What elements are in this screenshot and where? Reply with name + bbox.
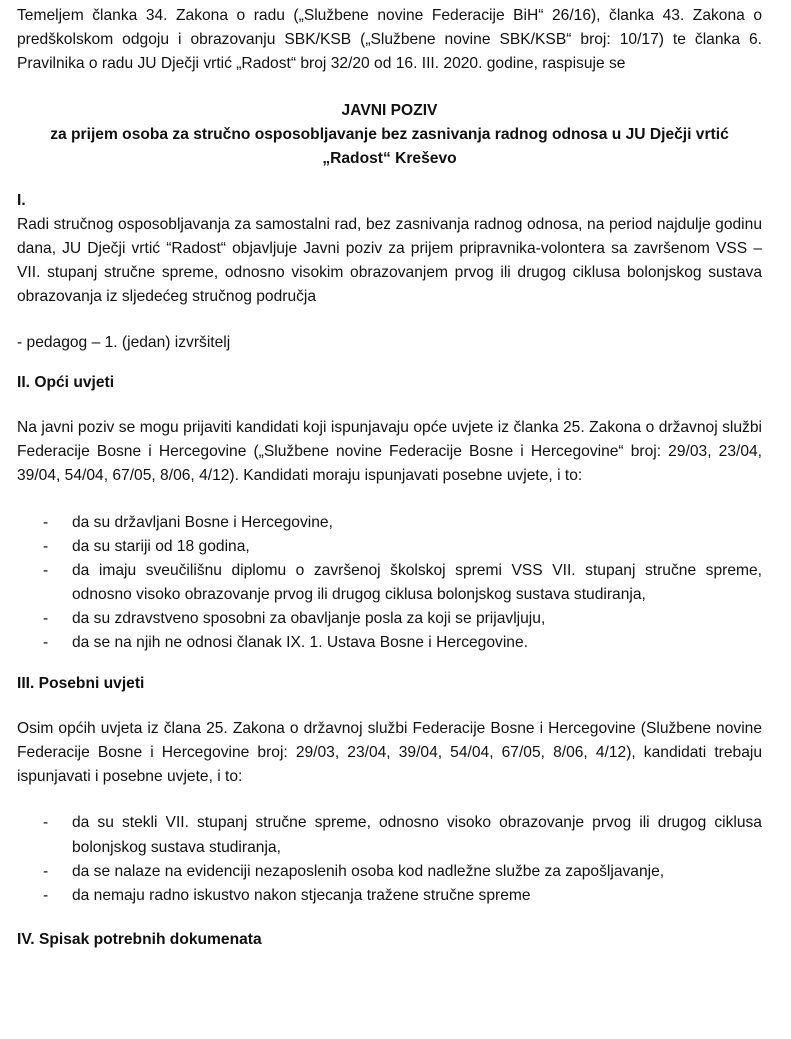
list-item: - da su stariji od 18 godina, <box>17 535 762 559</box>
dash-marker: - <box>43 609 49 627</box>
intro-paragraph: Temeljem članka 34. Zakona o radu („Službene novine Federacije BiH“ 26/16), članka 43. Zakona o predškolskom odgoju i obrazovanju SBK/KSB („Službene novine SBK/KSB“ broj: 10/17) te članka 6. Pravilnika o radu JU Dječji vrtić „Radost“ broj 32/20 od 16. III. 2020. godine, raspisuje se <box>17 7 762 73</box>
title-subtitle: za prijem osoba za stručno osposobljavanje bez zasnivanja radnog odnosa u JU Dječji vrtić <box>50 126 729 144</box>
list-item: - da su zdravstveno sposobni za obavljanje posla za koji se prijavljuju, <box>17 607 762 631</box>
list-item: - da se na njih ne odnosi članak IX. 1. Ustava Bosne i Hercegovine. <box>17 631 762 655</box>
section-1-body: Radi stručnog osposobljavanja za samostalni rad, bez zasnivanja radnog odnosa, na period najdulje godinu dana, JU Dječji vrtić “Radost“ objavljuje Javni poziv za prijem pripravnika-volontera sa završenom VSS – VII. stupanj stručne spreme, odnosno visokim obrazovanjem prvog ili drugog ciklusa bolonjskog sustava obrazovanja iz sljedećeg stručnog područja <box>17 215 762 305</box>
title-institution: „Radost“ Kreševo <box>322 150 457 168</box>
dash-marker: - <box>43 537 49 555</box>
section-1-position: - pedagog – 1. (jedan) izvršitelj <box>17 334 231 352</box>
list-item: - da imaju sveučilišnu diplomu o završenoj školskoj spremi VSS VII. stupanj stručne spreme, odnosno visoko obrazovanje prvog ili drugog ciklusa bolonjskog sustava studiranja, <box>17 559 762 607</box>
dash-marker: - <box>43 886 49 904</box>
section-3-body: Osim općih uvjeta iz člana 25. Zakona o državnoj službi Federacije Bosne i Hercegovine (Službene novine Federacije Bosne i Hercegovine broj: 29/03, 23/04, 39/04, 54/04, 67/05, 8/06, 4/12), kandidati trebaju ispunjavati i posebne uvjete, i to: <box>17 720 762 786</box>
document-page <box>17 4 762 952</box>
dash-marker: - <box>43 561 49 579</box>
dash-marker: - <box>43 862 49 880</box>
section-2-heading: II. Opći uvjeti <box>17 374 115 392</box>
title-main: JAVNI POZIV <box>341 102 438 120</box>
list-item: - da su državljani Bosne i Hercegovine, <box>17 511 762 535</box>
dash-marker: - <box>43 513 49 531</box>
dash-marker: - <box>43 814 49 832</box>
section-2-body: Na javni poziv se mogu prijaviti kandidati koji ispunjavaju opće uvjete iz članka 25. Zakona o državnoj službi Federacije Bosne i Hercegovine („Službene novine Federacije Bosne i Hercegovine“ broj: 29/03, 23/04, 39/04, 54/04, 67/05, 8/06, 4/12). Kandidati moraju ispunjavati posebne uvjete, i to: <box>17 419 762 485</box>
special-conditions-list <box>17 811 762 907</box>
section-3-heading: III. Posebni uvjeti <box>17 675 145 693</box>
list-item: - da nemaju radno iskustvo nakon stjecanja tražene stručne spreme <box>17 884 762 908</box>
general-conditions-list <box>17 511 762 656</box>
section-1-heading: I. <box>17 191 26 209</box>
section-4-heading: IV. Spisak potrebnih dokumenata <box>17 930 262 948</box>
list-item: - da su stekli VII. stupanj stručne spreme, odnosno visoko obrazovanje prvog ili drugog ciklusa bolonjskog sustava studiranja, <box>17 811 762 859</box>
dash-marker: - <box>43 633 49 651</box>
list-item: - da se nalaze na evidenciji nezaposlenih osoba kod nadležne službe za zapošljavanje, <box>17 860 762 884</box>
